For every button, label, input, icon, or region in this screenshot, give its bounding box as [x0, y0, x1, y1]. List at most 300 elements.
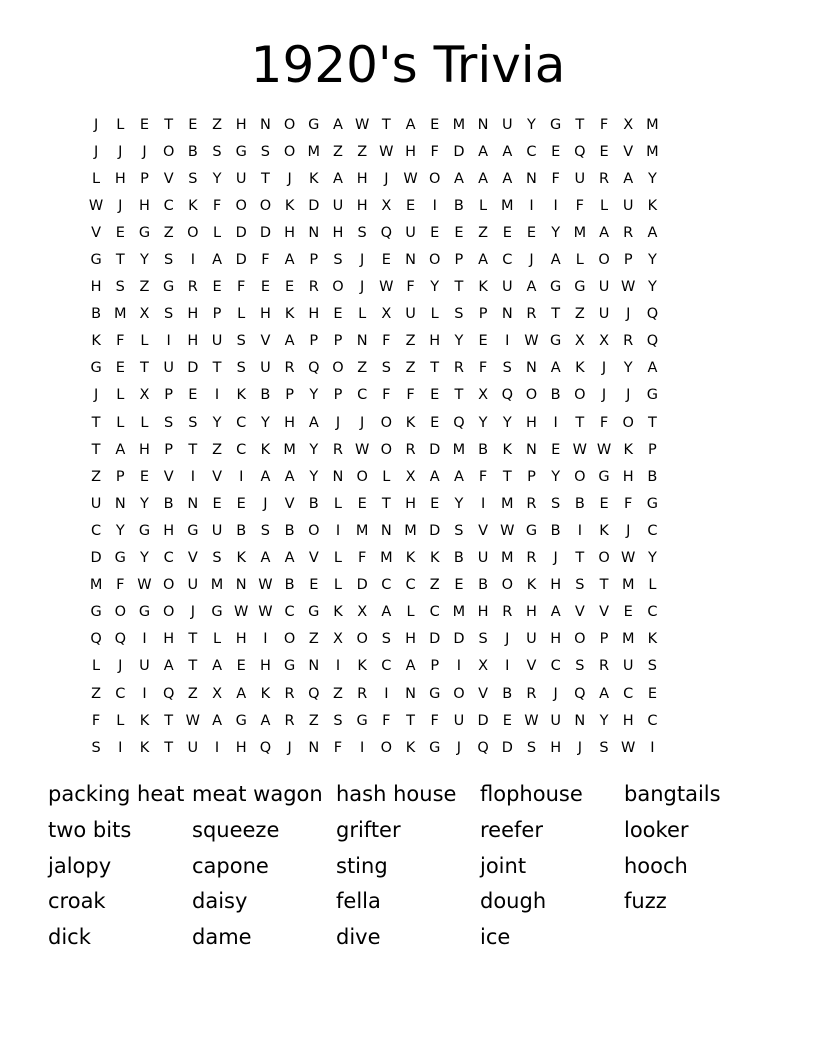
grid-letter: S: [212, 143, 222, 160]
grid-letter: T: [115, 252, 125, 269]
grid-letter: E: [333, 306, 343, 323]
grid-letter: S: [478, 631, 488, 648]
grid-letter: S: [164, 306, 174, 323]
grid-letter: U: [622, 658, 634, 675]
grid-letter: B: [187, 143, 198, 160]
grid-letter: I: [650, 739, 655, 756]
grid-letter: E: [623, 604, 633, 621]
grid-letter: G: [114, 550, 126, 567]
grid-letter: S: [381, 631, 391, 648]
grid-row: [84, 680, 665, 707]
grid-letter: A: [333, 170, 343, 187]
grid-letter: P: [115, 468, 125, 485]
grid-letter: T: [164, 739, 174, 756]
grid-letter: A: [236, 685, 247, 702]
grid-row: [84, 436, 665, 463]
grid-letter: S: [164, 414, 174, 431]
grid-letter: N: [526, 360, 537, 377]
grid-letter: O: [283, 143, 296, 160]
grid-letter: X: [212, 685, 222, 702]
grid-letter: F: [261, 252, 270, 269]
grid-letter: E: [188, 116, 198, 133]
grid-letter: R: [526, 550, 537, 567]
grid-letter: O: [380, 441, 393, 458]
grid-row: [84, 165, 665, 192]
grid-letter: M: [452, 116, 466, 133]
grid-letter: A: [333, 116, 343, 133]
grid-letter: E: [188, 387, 198, 404]
grid-row: [84, 463, 665, 490]
grid-letter: H: [139, 197, 150, 214]
grid-letter: E: [285, 279, 295, 296]
grid-letter: F: [575, 197, 585, 214]
word-list-item: hash house: [336, 782, 457, 806]
word-list-item: joint: [480, 853, 527, 878]
grid-letter: A: [405, 116, 416, 133]
grid-letter: I: [456, 658, 462, 675]
grid-letter: A: [526, 279, 537, 296]
grid-letter: H: [477, 604, 489, 621]
grid-letter: I: [263, 631, 268, 648]
grid-letter: H: [114, 170, 126, 187]
grid-letter: Q: [162, 685, 175, 702]
grid-letter: D: [259, 224, 271, 241]
grid-letter: I: [214, 739, 220, 756]
grid-letter: U: [453, 712, 465, 729]
grid-letter: E: [454, 224, 464, 241]
grid-letter: I: [166, 333, 171, 350]
grid-letter: Q: [453, 414, 465, 431]
grid-letter: L: [116, 116, 125, 133]
grid-letter: N: [187, 495, 199, 512]
grid-letter: G: [90, 252, 102, 269]
grid-letter: F: [478, 360, 488, 377]
grid-letter: W: [524, 712, 539, 729]
grid-letter: K: [405, 550, 416, 567]
grid-letter: H: [163, 631, 175, 648]
grid-letter: J: [118, 197, 123, 214]
grid-letter: K: [647, 631, 658, 648]
grid-letter: H: [163, 522, 175, 539]
grid-letter: Z: [405, 333, 416, 350]
grid-letter: F: [382, 387, 391, 404]
grid-letter: W: [88, 197, 104, 214]
grid-letter: M: [283, 441, 296, 458]
grid-letter: A: [212, 658, 222, 675]
grid-letter: E: [478, 333, 488, 350]
grid-row: [84, 274, 665, 301]
letter-grid: [84, 111, 665, 761]
grid-letter: Y: [260, 414, 270, 431]
grid-row: [84, 517, 665, 544]
grid-letter: F: [599, 414, 609, 431]
grid-letter: K: [357, 658, 367, 675]
grid-letter: R: [284, 685, 295, 702]
grid-letter: P: [478, 306, 488, 323]
grid-letter: V: [526, 658, 537, 675]
grid-letter: I: [480, 495, 486, 512]
grid-letter: L: [212, 631, 222, 648]
word-list-item: daisy: [192, 889, 248, 914]
grid-letter: Y: [454, 333, 464, 350]
grid-letter: A: [478, 252, 489, 269]
grid-row: [84, 734, 665, 761]
grid-letter: I: [505, 333, 510, 350]
grid-letter: G: [235, 143, 247, 160]
word-list-item: fella: [336, 889, 381, 914]
grid-letter: H: [405, 495, 416, 512]
grid-letter: M: [501, 197, 514, 214]
grid-letter: H: [284, 224, 296, 241]
grid-letter: G: [598, 468, 610, 485]
grid-letter: A: [623, 170, 634, 187]
grid-letter: H: [332, 224, 344, 241]
grid-letter: E: [599, 143, 609, 160]
grid-letter: F: [624, 495, 633, 512]
word-list-item: dive: [336, 925, 381, 950]
grid-letter: L: [406, 604, 415, 621]
grid-letter: J: [456, 739, 462, 756]
grid-letter: S: [454, 522, 464, 539]
grid-letter: B: [550, 522, 561, 539]
grid-letter: A: [550, 604, 561, 621]
grid-letter: G: [429, 739, 441, 756]
grid-letter: Y: [551, 468, 561, 485]
grid-letter: F: [237, 279, 246, 296]
grid-letter: U: [90, 495, 102, 512]
grid-letter: H: [308, 306, 320, 323]
grid-letter: M: [210, 577, 224, 594]
grid-letter: U: [211, 333, 223, 350]
word-list-item: dame: [192, 925, 252, 950]
grid-letter: O: [574, 387, 586, 404]
grid-letter: I: [505, 658, 510, 675]
grid-letter: K: [478, 279, 488, 296]
grid-letter: G: [308, 604, 320, 621]
word-list-item: bangtails: [624, 782, 721, 806]
grid-letter: A: [599, 224, 609, 241]
grid-letter: D: [235, 252, 247, 269]
grid-letter: E: [139, 468, 150, 485]
grid-letter: T: [502, 468, 512, 485]
grid-letter: H: [187, 333, 199, 350]
grid-letter: L: [382, 468, 391, 485]
grid-letter: N: [259, 116, 271, 133]
grid-letter: L: [358, 306, 367, 323]
grid-letter: K: [236, 550, 246, 567]
grid-letter: S: [91, 739, 101, 756]
grid-letter: D: [429, 441, 441, 458]
grid-letter: H: [550, 577, 562, 594]
grid-letter: W: [596, 441, 612, 458]
grid-letter: V: [478, 685, 489, 702]
grid-letter: O: [622, 414, 634, 431]
grid-letter: L: [92, 658, 101, 675]
grid-letter: U: [477, 550, 489, 567]
grid-letter: X: [623, 116, 634, 133]
grid-letter: Z: [308, 712, 319, 729]
grid-letter: A: [550, 360, 561, 377]
grid-letter: P: [623, 252, 633, 269]
grid-letter: H: [284, 414, 296, 431]
grid-letter: Z: [429, 577, 440, 594]
grid-letter: D: [235, 224, 247, 241]
grid-letter: E: [430, 414, 440, 431]
grid-letter: W: [572, 441, 588, 458]
grid-letter: M: [573, 224, 587, 241]
grid-row: [84, 111, 665, 138]
grid-letter: S: [333, 712, 343, 729]
grid-letter: S: [551, 495, 561, 512]
grid-letter: H: [235, 631, 247, 648]
grid-letter: A: [502, 170, 513, 187]
grid-letter: N: [332, 468, 344, 485]
grid-letter: E: [236, 658, 246, 675]
grid-letter: O: [429, 170, 441, 187]
grid-letter: I: [335, 658, 341, 675]
grid-letter: S: [260, 143, 271, 160]
grid-letter: N: [114, 495, 126, 512]
grid-letter: F: [116, 577, 125, 594]
grid-letter: G: [550, 116, 562, 133]
grid-letter: J: [335, 414, 341, 431]
grid-letter: U: [501, 279, 513, 296]
grid-letter: P: [285, 387, 294, 404]
grid-letter: Z: [187, 685, 198, 702]
word-list-item: capone: [192, 853, 269, 878]
grid-letter: R: [332, 441, 343, 458]
grid-letter: F: [551, 170, 560, 187]
grid-letter: C: [381, 658, 392, 675]
grid-letter: Y: [647, 550, 657, 567]
grid-letter: T: [381, 116, 391, 133]
grid-letter: N: [477, 116, 489, 133]
grid-letter: H: [622, 712, 634, 729]
grid-letter: T: [91, 414, 101, 431]
grid-letter: V: [623, 143, 634, 160]
grid-letter: T: [212, 360, 222, 377]
grid-letter: I: [142, 685, 147, 702]
grid-letter: L: [212, 224, 222, 241]
grid-letter: F: [406, 279, 415, 296]
grid-letter: I: [553, 197, 558, 214]
grid-letter: T: [140, 360, 149, 377]
grid-letter: I: [142, 631, 147, 648]
grid-letter: O: [308, 522, 320, 539]
grid-letter: O: [162, 143, 175, 160]
grid-letter: A: [308, 414, 319, 431]
grid-letter: A: [212, 712, 222, 729]
grid-row: [84, 599, 665, 626]
grid-letter: U: [332, 197, 344, 214]
grid-letter: V: [163, 170, 174, 187]
grid-letter: Z: [478, 224, 489, 241]
grid-letter: U: [574, 170, 586, 187]
grid-letter: C: [284, 604, 295, 621]
grid-letter: J: [505, 631, 510, 648]
grid-letter: E: [260, 279, 270, 296]
grid-letter: E: [526, 224, 537, 241]
grid-letter: R: [623, 333, 634, 350]
grid-letter: L: [140, 333, 149, 350]
grid-letter: E: [139, 116, 150, 133]
grid-letter: J: [360, 279, 365, 296]
grid-letter: H: [187, 306, 199, 323]
grid-letter: S: [236, 360, 246, 377]
grid-letter: W: [621, 550, 636, 567]
grid-letter: T: [260, 170, 270, 187]
grid-letter: Q: [90, 631, 102, 648]
grid-letter: Q: [574, 143, 586, 160]
grid-letter: Y: [454, 495, 464, 512]
grid-letter: A: [284, 550, 295, 567]
grid-letter: B: [308, 495, 319, 512]
word-list-item: fuzz: [624, 889, 667, 914]
grid-letter: O: [259, 197, 272, 214]
grid-letter: C: [357, 387, 368, 404]
grid-letter: A: [478, 170, 489, 187]
grid-letter: S: [454, 306, 464, 323]
grid-letter: S: [357, 224, 367, 241]
grid-letter: W: [137, 577, 152, 594]
grid-letter: J: [287, 739, 292, 756]
grid-letter: A: [260, 712, 271, 729]
grid-letter: H: [405, 143, 416, 160]
grid-row: [84, 409, 665, 436]
grid-letter: T: [164, 116, 174, 133]
grid-letter: X: [139, 306, 150, 323]
grid-letter: U: [405, 306, 416, 323]
grid-letter: S: [647, 658, 658, 675]
grid-letter: C: [91, 522, 102, 539]
grid-letter: K: [91, 333, 101, 350]
grid-letter: B: [453, 197, 464, 214]
grid-letter: P: [333, 333, 343, 350]
grid-letter: J: [553, 685, 558, 702]
grid-letter: B: [236, 522, 247, 539]
grid-letter: I: [239, 468, 244, 485]
grid-letter: O: [332, 360, 344, 377]
grid-letter: K: [188, 197, 198, 214]
grid-letter: P: [333, 387, 343, 404]
grid-letter: C: [647, 522, 658, 539]
grid-letter: Q: [646, 306, 659, 323]
grid-letter: I: [118, 739, 123, 756]
grid-letter: B: [453, 550, 464, 567]
grid-letter: B: [284, 522, 295, 539]
grid-row: [84, 572, 665, 599]
grid-letter: J: [263, 495, 268, 512]
grid-letter: V: [599, 604, 609, 621]
grid-letter: C: [163, 197, 174, 214]
grid-letter: T: [164, 712, 174, 729]
grid-letter: X: [381, 306, 392, 323]
grid-letter: L: [599, 197, 609, 214]
grid-letter: G: [163, 279, 175, 296]
grid-letter: O: [380, 414, 393, 431]
grid-letter: F: [406, 387, 415, 404]
grid-letter: Z: [91, 685, 102, 702]
word-list-item: flophouse: [480, 782, 583, 806]
grid-letter: Z: [333, 685, 343, 702]
grid-letter: R: [187, 279, 198, 296]
grid-letter: C: [381, 577, 392, 594]
grid-letter: K: [405, 739, 416, 756]
grid-letter: X: [381, 197, 392, 214]
grid-letter: G: [429, 685, 441, 702]
grid-letter: G: [525, 522, 538, 539]
grid-letter: E: [502, 224, 512, 241]
grid-letter: K: [260, 685, 271, 702]
grid-letter: N: [405, 252, 416, 269]
grid-letter: Y: [502, 414, 512, 431]
grid-letter: S: [115, 279, 125, 296]
grid-letter: N: [308, 739, 320, 756]
grid-letter: A: [115, 441, 126, 458]
grid-letter: J: [553, 550, 558, 567]
word-list-item: jalopy: [48, 853, 112, 878]
grid-letter: S: [188, 170, 198, 187]
grid-letter: D: [187, 360, 199, 377]
grid-letter: Q: [380, 224, 393, 241]
grid-letter: M: [114, 306, 127, 323]
grid-letter: J: [93, 143, 99, 160]
grid-letter: T: [647, 414, 657, 431]
grid-letter: V: [308, 550, 319, 567]
grid-letter: W: [500, 522, 515, 539]
grid-letter: A: [550, 252, 561, 269]
grid-letter: W: [379, 279, 394, 296]
grid-letter: G: [138, 224, 151, 241]
grid-letter: L: [575, 252, 584, 269]
grid-letter: C: [163, 550, 174, 567]
grid-row: [84, 219, 665, 246]
grid-letter: C: [647, 604, 658, 621]
grid-letter: U: [598, 306, 610, 323]
grid-letter: K: [575, 360, 585, 377]
grid-letter: S: [599, 739, 609, 756]
grid-letter: T: [575, 550, 585, 567]
grid-letter: I: [214, 387, 220, 404]
grid-letter: U: [526, 631, 537, 648]
grid-letter: F: [116, 333, 125, 350]
grid-letter: O: [574, 468, 586, 485]
grid-letter: T: [575, 414, 585, 431]
grid-letter: D: [453, 143, 465, 160]
grid-letter: M: [452, 441, 466, 458]
grid-letter: N: [308, 224, 320, 241]
grid-letter: G: [308, 116, 320, 133]
grid-letter: R: [453, 360, 464, 377]
grid-letter: A: [429, 468, 440, 485]
grid-letter: T: [575, 116, 585, 133]
grid-letter: W: [379, 143, 394, 160]
grid-letter: K: [526, 577, 537, 594]
grid-letter: B: [163, 495, 174, 512]
grid-letter: D: [501, 739, 513, 756]
grid-row: [84, 301, 665, 328]
grid-letter: H: [235, 739, 247, 756]
grid-letter: Z: [333, 143, 343, 160]
grid-letter: W: [185, 712, 201, 729]
grid-letter: H: [405, 631, 416, 648]
grid-letter: D: [90, 550, 102, 567]
grid-letter: W: [621, 279, 636, 296]
grid-letter: M: [307, 143, 321, 160]
grid-letter: E: [430, 116, 440, 133]
grid-letter: M: [501, 550, 514, 567]
grid-letter: Z: [212, 441, 222, 458]
